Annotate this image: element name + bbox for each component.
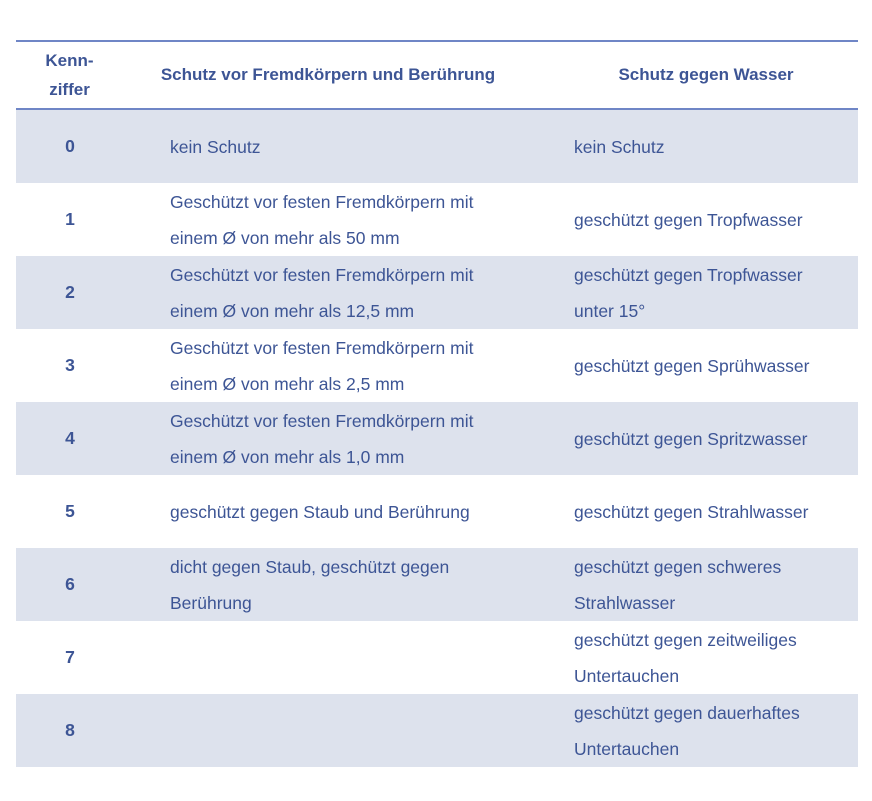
- header-kennziffer-line1: Kenn-: [45, 51, 94, 70]
- contact-protection-cell: [124, 257, 528, 329]
- contact-protection-line: Geschützt vor festen Fremdkörpern mit: [170, 410, 474, 431]
- contact-protection-cell: [124, 403, 528, 475]
- ip-protection-table: [16, 40, 858, 767]
- contact-protection-line: einem Ø von mehr als 12,5 mm: [170, 300, 415, 321]
- water-protection-cell: [528, 549, 858, 621]
- contact-protection-cell: [124, 330, 528, 402]
- water-protection-line: geschützt gegen Strahlwasser: [574, 501, 809, 522]
- water-protection-cell: [528, 129, 858, 165]
- table-row: [16, 475, 858, 548]
- kennziffer-cell: 7: [65, 647, 75, 667]
- kennziffer-cell: 6: [65, 574, 75, 594]
- water-protection-line: Untertauchen: [574, 738, 680, 759]
- kennziffer-cell: 2: [65, 282, 75, 302]
- table-row: [16, 402, 858, 475]
- water-protection-cell: [528, 695, 858, 767]
- contact-protection-cell: [124, 129, 528, 165]
- contact-protection-line: einem Ø von mehr als 2,5 mm: [170, 373, 405, 394]
- contact-protection-line: einem Ø von mehr als 50 mm: [170, 227, 400, 248]
- water-protection-line: geschützt gegen Tropfwasser: [574, 209, 803, 230]
- water-protection-cell: [528, 257, 858, 329]
- water-protection-cell: [528, 622, 858, 694]
- water-protection-cell: [528, 494, 858, 530]
- water-protection-line: Untertauchen: [574, 665, 680, 686]
- kennziffer-cell: 0: [65, 136, 75, 156]
- water-protection-line: Strahlwasser: [574, 592, 676, 613]
- water-protection-cell: [528, 202, 858, 238]
- contact-protection-line: geschützt gegen Staub und Berührung: [170, 501, 470, 522]
- header-kennziffer-line2: ziffer: [49, 80, 90, 99]
- table-body: [16, 110, 858, 767]
- water-protection-line: geschützt gegen zeitweiliges: [574, 629, 797, 650]
- contact-protection-cell: [124, 184, 528, 256]
- water-protection-line: kein Schutz: [574, 136, 665, 157]
- contact-protection-line: Geschützt vor festen Fremdkörpern mit: [170, 337, 474, 358]
- table-row: [16, 110, 858, 183]
- water-protection-cell: [528, 421, 858, 457]
- water-protection-line: geschützt gegen Spritzwasser: [574, 428, 808, 449]
- table-row: [16, 694, 858, 767]
- header-contact-protection: Schutz vor Fremdkörpern und Berührung: [160, 65, 496, 84]
- kennziffer-cell: 5: [65, 501, 75, 521]
- contact-protection-line: dicht gegen Staub, geschützt gegen: [170, 556, 450, 577]
- water-protection-line: geschützt gegen schweres: [574, 556, 782, 577]
- table-row: [16, 548, 858, 621]
- table-header: [16, 42, 858, 108]
- contact-protection-line: Geschützt vor festen Fremdkörpern mit: [170, 191, 474, 212]
- table-row: [16, 256, 858, 329]
- table-row: [16, 183, 858, 256]
- water-protection-line: geschützt gegen dauerhaftes: [574, 702, 800, 723]
- kennziffer-cell: 4: [65, 428, 75, 448]
- header-kennziffer: [16, 46, 123, 104]
- contact-protection-line: Geschützt vor festen Fremdkörpern mit: [170, 264, 474, 285]
- contact-protection-line: kein Schutz: [170, 136, 261, 157]
- contact-protection-line: Berührung: [170, 592, 252, 613]
- table-row: [16, 621, 858, 694]
- water-protection-line: geschützt gegen Tropfwasser: [574, 264, 803, 285]
- contact-protection-cell: [124, 494, 528, 530]
- kennziffer-cell: 1: [65, 209, 75, 229]
- water-protection-line: unter 15°: [574, 300, 646, 321]
- table-row: [16, 329, 858, 402]
- kennziffer-cell: 8: [65, 720, 75, 740]
- kennziffer-cell: 3: [65, 355, 75, 375]
- water-protection-line: geschützt gegen Sprühwasser: [574, 355, 810, 376]
- contact-protection-cell: [124, 549, 528, 621]
- water-protection-cell: [528, 348, 858, 384]
- header-water-protection: Schutz gegen Wasser: [618, 65, 794, 84]
- contact-protection-line: einem Ø von mehr als 1,0 mm: [170, 446, 405, 467]
